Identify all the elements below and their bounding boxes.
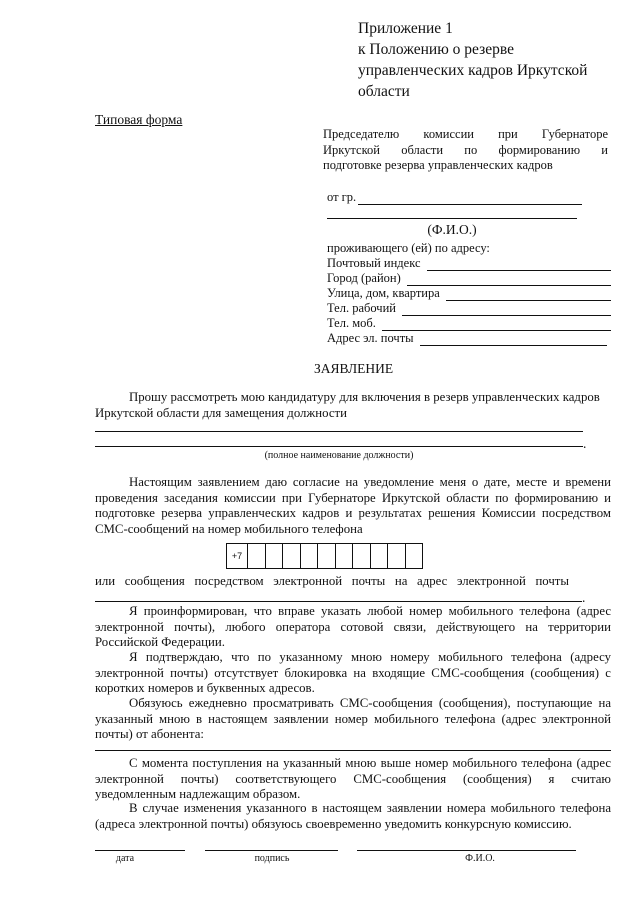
phone-digit-cell[interactable] xyxy=(318,543,336,569)
fio-input-line[interactable] xyxy=(327,218,577,219)
consent-line-2: проведения заседания комиссии при Губернаторе Иркутской области по формированию и xyxy=(95,490,611,505)
mobile-number-boxes[interactable] xyxy=(226,543,423,569)
addressee-line-3: подготовке резерва управленческих кадров xyxy=(323,158,553,172)
appendix-line-2: к Положению о резерве xyxy=(358,41,514,58)
sender-input-line[interactable] xyxy=(95,750,611,751)
phone-digit-cell[interactable] xyxy=(406,543,424,569)
signature-input-line[interactable] xyxy=(205,850,338,851)
addressee-block xyxy=(323,127,608,174)
email-label: Адрес эл. почты xyxy=(327,331,414,345)
appendix-line-3: управленческих кадров Иркутской xyxy=(358,62,588,79)
addressee-line-2: Иркутской области по формированию и xyxy=(323,142,608,157)
appendix-line-4: области xyxy=(358,83,410,100)
phone-digit-cell[interactable] xyxy=(353,543,371,569)
postal-code-input-line[interactable] xyxy=(427,259,612,271)
change-line-2: (адреса электронной почты) обязуюсь своевременно уведомить конкурсную комиссию. xyxy=(95,816,572,831)
work-phone-label: Тел. рабочий xyxy=(327,301,396,315)
consent-line-1: Настоящим заявлением даю согласие на уведомление меня о дате, месте и времени xyxy=(129,475,611,489)
work-phone-field[interactable] xyxy=(327,301,611,316)
email-notice-line xyxy=(95,574,569,590)
phone-digit-cell[interactable] xyxy=(336,543,354,569)
phone-prefix-cell: +7 xyxy=(227,543,248,569)
residing-label: проживающего (ей) по адресу: xyxy=(327,241,490,255)
postal-code-field[interactable] xyxy=(327,256,611,271)
fio-signature-input-line[interactable] xyxy=(357,850,576,851)
confirm-line-3: коротких номеров и буквенных адресов. xyxy=(95,681,315,696)
mobile-label: Тел. моб. xyxy=(327,316,376,330)
form-type-label: Типовая форма xyxy=(95,112,183,127)
date-input-line[interactable] xyxy=(95,850,185,851)
email-end-dot: . xyxy=(582,590,586,605)
phone-digit-cell[interactable] xyxy=(266,543,284,569)
fio-signature-caption: Ф.И.О. xyxy=(465,853,495,864)
signature-caption: подпись xyxy=(254,853,290,864)
phone-digit-cell[interactable] xyxy=(248,543,266,569)
position-input-line-2[interactable] xyxy=(95,446,583,447)
addressee-line-1: Председателю комиссии при Губернаторе xyxy=(323,127,608,141)
fio-caption: (Ф.И.О.) xyxy=(427,222,477,237)
phone-digit-cell[interactable] xyxy=(388,543,406,569)
email-field[interactable] xyxy=(327,331,607,346)
request-paragraph xyxy=(95,390,611,421)
mobile-input-line[interactable] xyxy=(382,319,611,331)
informed-line-2: электронной почты), любого оператора сотовой связи, действующего на территории xyxy=(95,619,611,634)
mobile-field[interactable] xyxy=(327,316,611,331)
phone-digit-cell[interactable] xyxy=(283,543,301,569)
consent-line-4: СМС-сообщений на номер мобильного телефона xyxy=(95,521,363,536)
informed-paragraph xyxy=(95,604,611,651)
date-caption: дата xyxy=(115,853,135,864)
moment-line-2: электронной почты) соответствующего СМС-сообщения (сообщения) я считаю xyxy=(95,771,611,786)
informed-line-1: Я проинформирован, что вправе указать любой номер мобильного телефона (адрес xyxy=(129,604,611,618)
street-field[interactable] xyxy=(327,286,611,301)
consent-paragraph xyxy=(95,475,611,537)
email-notice-text: или сообщения посредством электронной почты на адрес электронной почты xyxy=(95,574,569,588)
document-title: ЗАЯВЛЕНИЕ xyxy=(314,361,394,376)
from-input-line[interactable] xyxy=(358,193,582,205)
phone-digit-cell[interactable] xyxy=(301,543,319,569)
city-field[interactable] xyxy=(327,271,611,286)
confirm-paragraph xyxy=(95,650,611,697)
email-address-input-line[interactable] xyxy=(95,601,582,602)
consent-line-3: подготовке резерва управленческих кадров и результатах решения Комиссии посредством xyxy=(95,506,611,521)
moment-paragraph xyxy=(95,756,611,803)
moment-line-3: уведомленным надлежащим образом. xyxy=(95,787,301,802)
informed-line-3: Российской Федерации. xyxy=(95,635,225,650)
city-input-line[interactable] xyxy=(407,274,611,286)
request-line-2: Иркутской области для замещения должности xyxy=(95,405,347,420)
email-input-line[interactable] xyxy=(420,334,607,346)
obligation-line-3: почты) от абонента: xyxy=(95,727,204,742)
street-label: Улица, дом, квартира xyxy=(327,286,440,300)
work-phone-input-line[interactable] xyxy=(402,304,611,316)
street-input-line[interactable] xyxy=(446,289,611,301)
confirm-line-2: электронной почты) отсутствует блокировка на входящие СМС-сообщения (сообщения) с xyxy=(95,665,611,680)
postal-code-label: Почтовый индекс xyxy=(327,256,421,270)
from-field[interactable] xyxy=(327,190,582,205)
appendix-header xyxy=(358,18,618,102)
request-line-1: Прошу рассмотреть мою кандидатуру для включения в резерв управленческих кадров xyxy=(129,390,600,404)
moment-line-1: С момента поступления на указанный мною выше номер мобильного телефона (адрес xyxy=(129,756,611,770)
obligation-line-1: Обязуюсь ежедневно просматривать СМС-сообщения (сообщения), поступающие на xyxy=(129,696,611,710)
position-end-dot: . xyxy=(583,436,587,451)
position-caption: (полное наименование должности) xyxy=(264,450,414,461)
city-label: Город (район) xyxy=(327,271,401,285)
change-paragraph xyxy=(95,801,611,832)
change-line-1: В случае изменения указанного в настоящем заявлении номера мобильного телефона xyxy=(129,801,611,815)
appendix-line-1: Приложение 1 xyxy=(358,20,453,37)
position-input-line-1[interactable] xyxy=(95,431,583,432)
obligation-line-2: указанный мною в настоящем заявлении номер мобильного телефона (адрес электронной xyxy=(95,711,611,726)
obligation-paragraph xyxy=(95,696,611,743)
phone-digit-cell[interactable] xyxy=(371,543,389,569)
from-label: от гр. xyxy=(327,190,357,204)
confirm-line-1: Я подтверждаю, что по указанному мною номеру мобильного телефона (адресу xyxy=(129,650,611,664)
